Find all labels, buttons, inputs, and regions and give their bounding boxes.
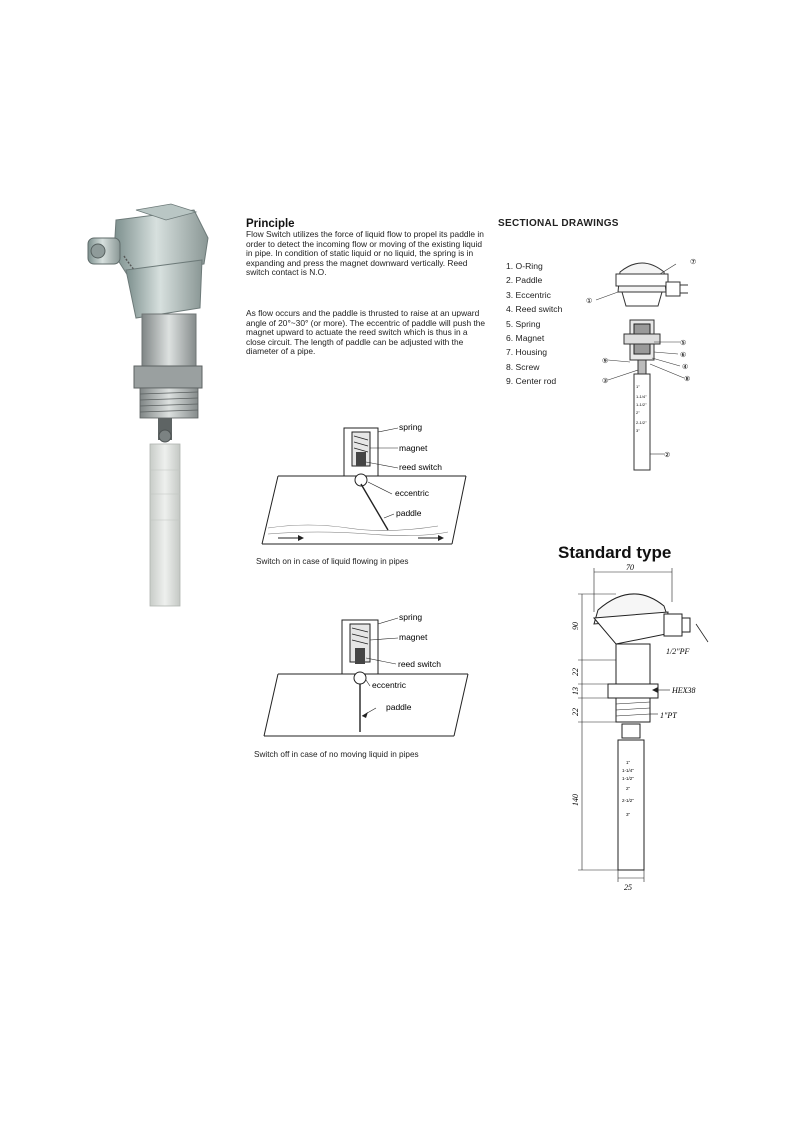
parts-list-item: 7. Housing: [506, 347, 548, 358]
callout-5: ⑤: [680, 340, 687, 347]
caption-switch-off: Switch off in case of no moving liquid in pipes: [254, 750, 419, 759]
callout-7: ⑦: [690, 259, 697, 266]
svg-text:2-1/2": 2-1/2": [636, 420, 647, 425]
dim-h22-lower: 22: [571, 708, 580, 716]
svg-text:1-1/4": 1-1/4": [636, 394, 647, 399]
callout-9: ⑨: [602, 358, 609, 365]
parts-list-item: 8. Screw: [506, 361, 540, 372]
label-paddle: paddle: [386, 702, 412, 712]
paddle-size: 1": [626, 760, 631, 765]
standard-type-heading: Standard type: [558, 543, 672, 562]
paddle-size: 2-1/2": [622, 798, 634, 803]
label-magnet: magnet: [399, 632, 428, 642]
label-magnet: magnet: [399, 443, 428, 453]
callout-4: ④: [682, 364, 689, 371]
dim-h22-upper: 22: [571, 668, 580, 676]
callout-1: ①: [586, 298, 593, 305]
diagram-switch-off: [258, 612, 472, 742]
thread-label-pt: 1"PT: [660, 711, 677, 720]
parts-list-item: 1. O-Ring: [506, 261, 543, 271]
svg-text:3": 3": [636, 428, 640, 433]
label-reed-switch: reed switch: [399, 462, 442, 472]
parts-list-item: 2. Paddle: [506, 275, 543, 286]
dim-width-top: 70: [626, 563, 634, 572]
principle-paragraph-1: Flow Switch utilizes the force of liquid flow to propel its paddle in order to detect the incoming flow or moving of the existing liquid in pipe. In condition of static liquid or no liquid, the spring is in expanding and press the magnet downward vertically. Reed switch contact is N.O.: [246, 229, 484, 278]
standard-type-drawing: [560, 562, 710, 896]
label-eccentric: eccentric: [372, 680, 407, 690]
principle-heading: Principle: [246, 218, 295, 230]
label-spring: spring: [399, 612, 423, 622]
diagram-switch-on: [258, 418, 472, 552]
dim-width-bottom: 25: [624, 883, 632, 892]
callout-8: ⑧: [684, 376, 691, 383]
parts-list-item: 6. Magnet: [506, 333, 545, 344]
svg-text:1": 1": [636, 384, 640, 389]
parts-list-item: 5. Spring: [506, 318, 541, 329]
label-spring: spring: [399, 422, 423, 432]
callout-2: ②: [664, 452, 671, 459]
thread-label-hex: HEX38: [672, 686, 696, 695]
label-eccentric: eccentric: [395, 488, 430, 498]
thread-label-pf: 1/2"PF: [666, 647, 690, 656]
paddle-size: 3": [626, 812, 631, 817]
callout-6: ⑥: [680, 352, 687, 359]
principle-paragraph-2: As flow occurs and the paddle is thrusted to raise at an upward angle of 20°~30° (or more). The eccentric of paddle will push the magnet upward to actuate the reed switch which is thus in a close circuit. The length of paddle can be adjusted with the diameter of a pipe.: [246, 308, 486, 357]
dim-h13: 13: [571, 687, 580, 695]
product-photo: [76, 198, 236, 614]
dim-h90: 90: [571, 622, 580, 630]
parts-list-item: 4. Reed switch: [506, 304, 563, 315]
caption-switch-on: Switch on in case of liquid flowing in pipes: [256, 557, 409, 566]
svg-text:1-1/2": 1-1/2": [636, 402, 647, 407]
sectional-drawing: [580, 248, 715, 474]
parts-list: [506, 259, 562, 389]
dim-h140: 140: [571, 794, 580, 806]
sectional-drawings-heading: SECTIONAL DRAWINGS: [498, 218, 619, 229]
callout-3: ③: [602, 378, 609, 385]
paddle-size: 2": [626, 786, 631, 791]
label-reed-switch: reed switch: [398, 659, 441, 669]
svg-text:2": 2": [636, 410, 640, 415]
label-paddle: paddle: [396, 508, 422, 518]
paddle-size: 1-1/2": [622, 776, 634, 781]
paddle-size: 1-1/4": [622, 768, 634, 773]
parts-list-item: 9. Center rod: [506, 376, 557, 387]
parts-list-item: 3. Eccentric: [506, 289, 551, 300]
